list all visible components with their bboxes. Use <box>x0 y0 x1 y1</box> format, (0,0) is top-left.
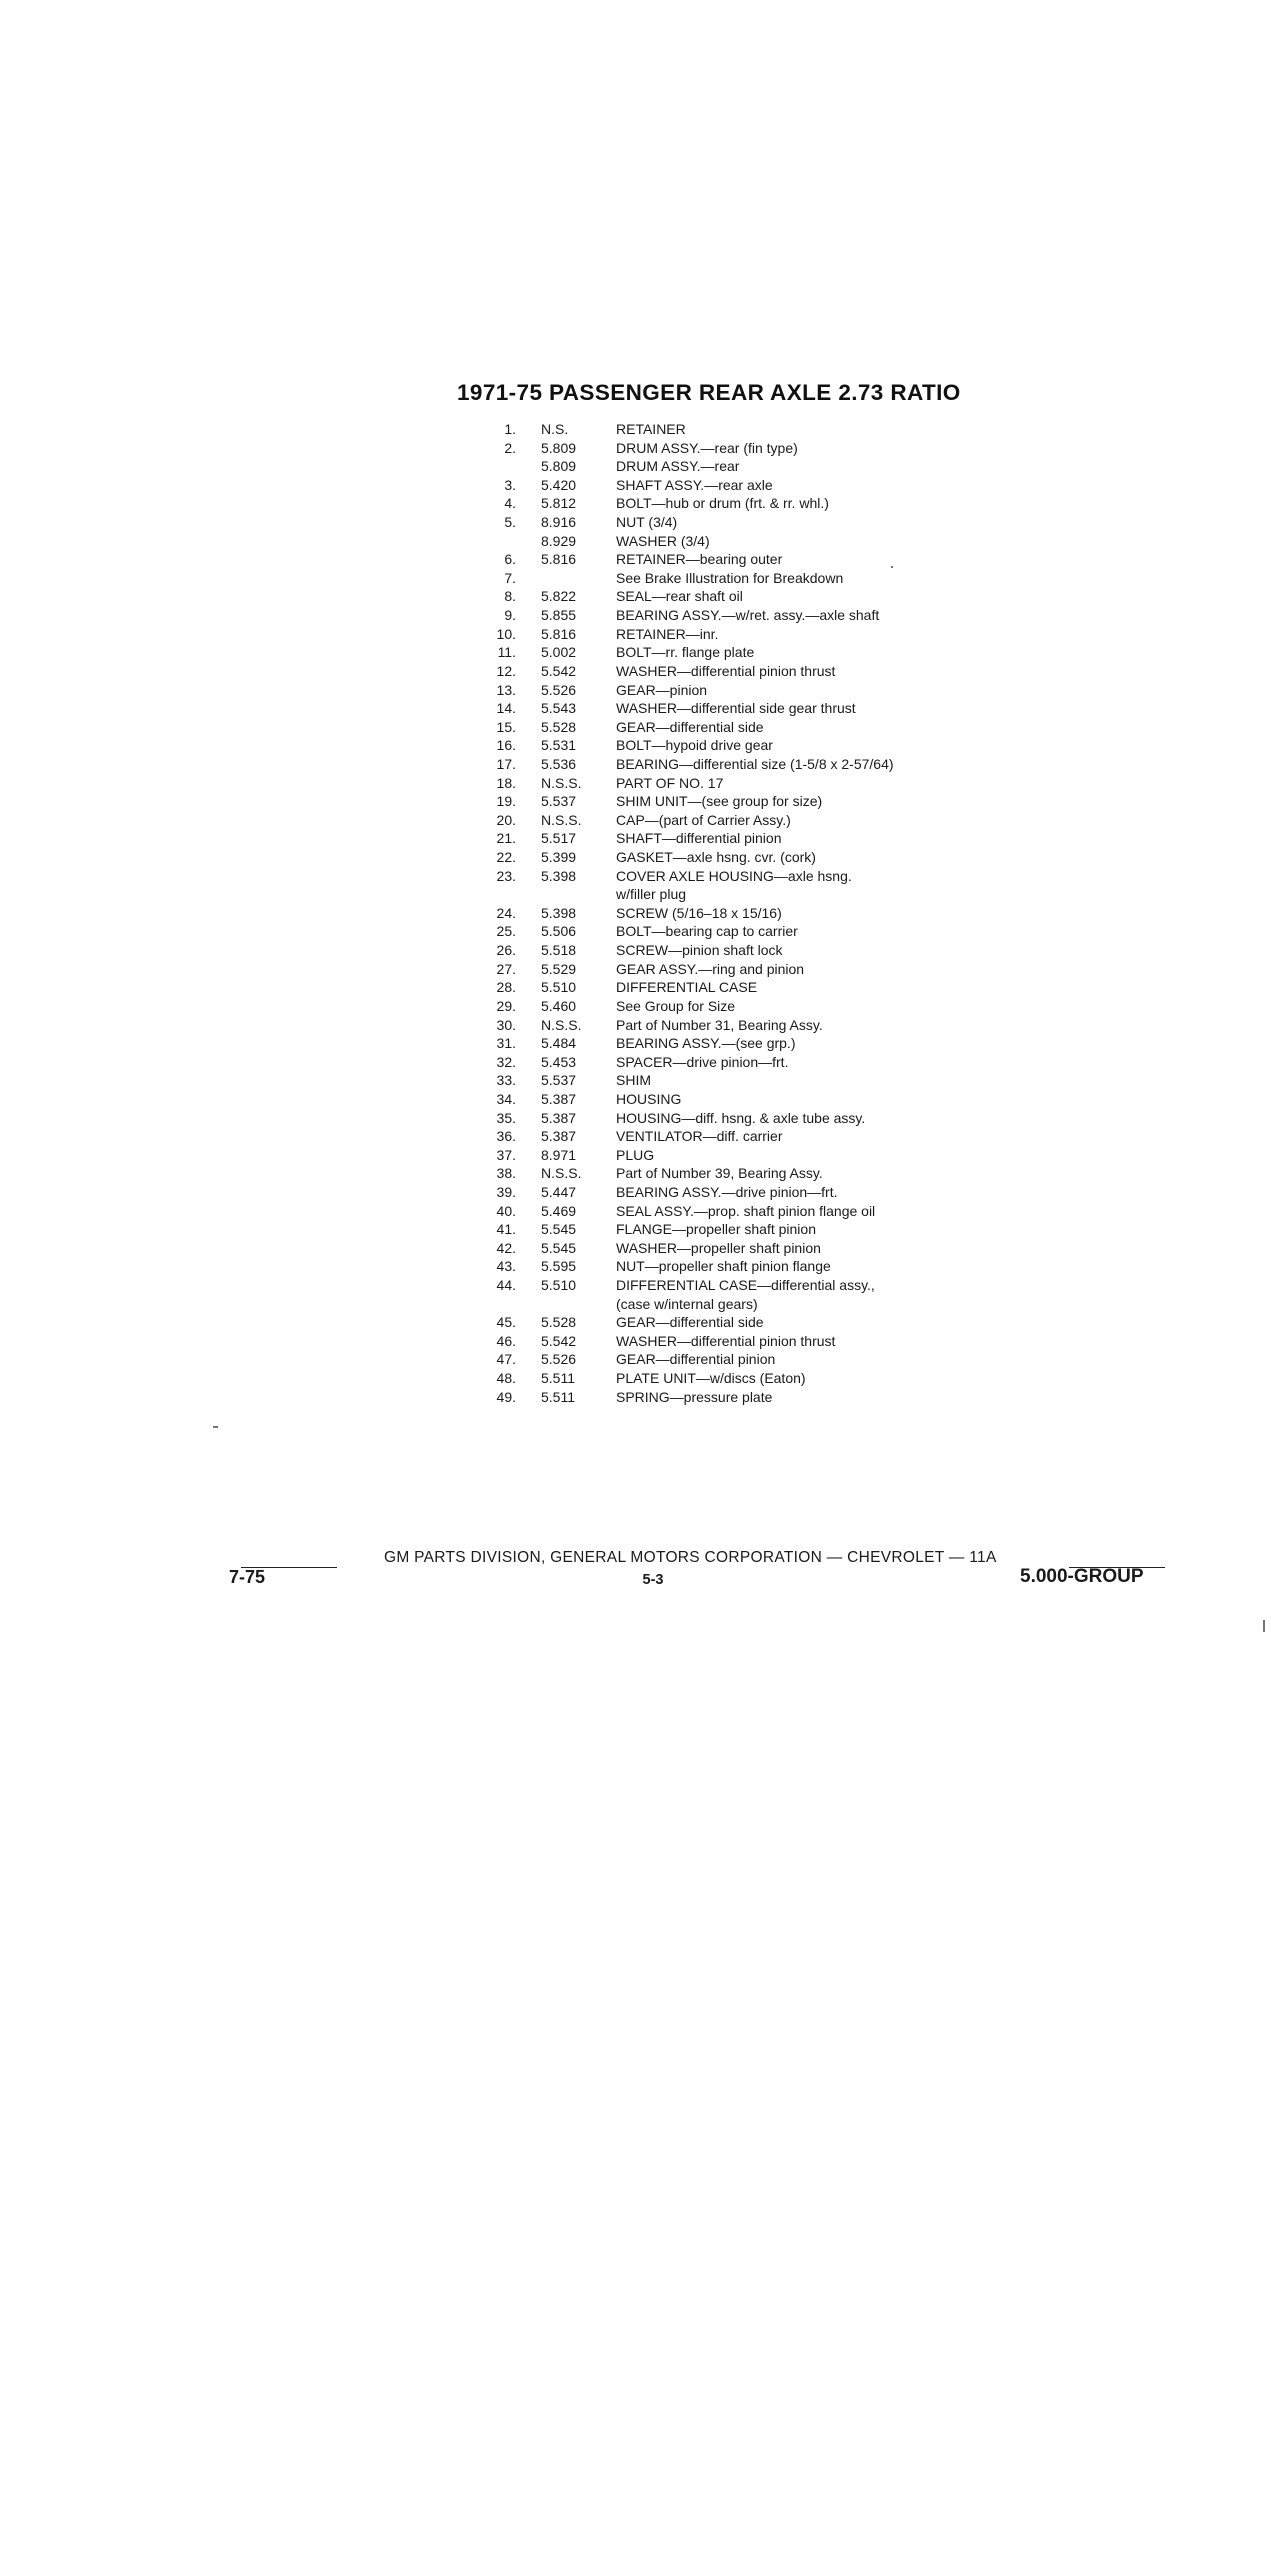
part-number: 38. <box>496 1165 516 1182</box>
part-number: 32. <box>496 1053 516 1070</box>
part-number: 2. <box>504 439 516 456</box>
part-description: SHAFT—differential pinion <box>616 830 782 847</box>
part-group-number: 5.543 <box>541 700 577 717</box>
part-row <box>0 606 1271 625</box>
part-group-number: 5.447 <box>541 1183 577 1200</box>
part-row <box>0 1109 1271 1128</box>
part-description: FLANGE—propeller shaft pinion <box>616 1221 816 1238</box>
part-row <box>0 1257 1271 1276</box>
part-description: GEAR ASSY.—ring and pinion <box>616 960 805 977</box>
part-number: 23. <box>496 867 516 884</box>
part-number: 48. <box>496 1370 516 1387</box>
part-number: 37. <box>496 1146 516 1163</box>
part-description: See Brake Illustration for Breakdown <box>616 569 844 586</box>
part-description: CAP—(part of Carrier Assy.) <box>616 811 791 828</box>
part-row <box>0 941 1271 960</box>
part-number: 15. <box>496 718 516 735</box>
part-row <box>0 792 1271 811</box>
part-group-number: 8.916 <box>541 514 577 531</box>
part-number: 40. <box>496 1202 516 1219</box>
part-number: 8. <box>504 588 516 605</box>
part-row <box>0 420 1271 439</box>
part-group-number: N.S.S. <box>541 1165 582 1182</box>
part-number: 31. <box>496 1035 516 1052</box>
part-row <box>0 1183 1271 1202</box>
part-row <box>0 1388 1271 1407</box>
part-row <box>0 718 1271 737</box>
part-group-number: 5.387 <box>541 1109 577 1126</box>
part-description: SCREW—pinion shaft lock <box>616 942 783 959</box>
part-description: RETAINER <box>616 421 686 437</box>
part-description: Part of Number 31, Bearing Assy. <box>616 1016 823 1033</box>
part-number: 17. <box>496 755 516 772</box>
part-group-number: 5.529 <box>541 960 577 977</box>
part-description: SHAFT ASSY.—rear axle <box>616 476 773 493</box>
part-row <box>0 885 1271 904</box>
part-description: BOLT—hub or drum (frt. & rr. whl.) <box>616 495 829 512</box>
part-row <box>0 476 1271 495</box>
part-group-number: 5.517 <box>541 830 577 847</box>
part-description: RETAINER—inr. <box>616 625 719 642</box>
part-group-number: 8.971 <box>541 1146 577 1163</box>
part-number: 14. <box>496 700 516 717</box>
part-number: 21. <box>496 830 516 847</box>
part-group-number: 5.398 <box>541 867 577 884</box>
part-number: 11. <box>497 644 516 661</box>
part-group-number: 5.545 <box>541 1239 577 1256</box>
part-row <box>0 1090 1271 1109</box>
part-group-number: 5.809 <box>541 458 577 475</box>
part-description: SPACER—drive pinion—frt. <box>616 1053 789 1070</box>
part-description: GEAR—pinion <box>616 681 708 698</box>
part-number: 3. <box>504 476 516 493</box>
part-number: 7. <box>504 569 516 586</box>
part-group-number: 5.453 <box>541 1053 577 1070</box>
part-description: RETAINER—bearing outer <box>616 551 783 568</box>
part-description: VENTILATOR—diff. carrier <box>616 1128 783 1145</box>
part-group-number: 5.816 <box>541 625 577 642</box>
part-description: w/filler plug <box>616 886 687 903</box>
part-group-number: 5.531 <box>541 737 577 754</box>
part-group-number: 5.537 <box>541 793 577 810</box>
part-description: BOLT—bearing cap to carrier <box>616 923 798 940</box>
part-number: 27. <box>496 960 516 977</box>
footer-group-label: 5.000-GROUP <box>1020 1566 1144 1587</box>
part-group-number: 5.816 <box>541 551 577 568</box>
part-row <box>0 532 1271 551</box>
part-description: SPRING—pressure plate <box>616 1388 773 1405</box>
part-group-number: 5.511 <box>541 1370 575 1387</box>
part-number: 35. <box>496 1109 516 1126</box>
part-number: 45. <box>496 1314 516 1331</box>
part-row <box>0 699 1271 718</box>
part-number: 34. <box>496 1090 516 1107</box>
part-number: 13. <box>496 681 516 698</box>
part-group-number: 5.002 <box>541 644 577 661</box>
part-group-number: 5.595 <box>541 1258 577 1275</box>
part-number: 47. <box>496 1351 516 1368</box>
part-group-number: 5.536 <box>541 755 577 772</box>
part-group-number: N.S.S. <box>541 774 582 791</box>
part-row <box>0 681 1271 700</box>
part-number: 46. <box>496 1332 516 1349</box>
part-group-number: 5.545 <box>541 1221 577 1238</box>
part-group-number: 5.484 <box>541 1035 577 1052</box>
part-description: PLUG <box>616 1146 655 1163</box>
part-group-number: 5.398 <box>541 904 577 921</box>
part-number: 30. <box>496 1016 516 1033</box>
part-description: NUT—propeller shaft pinion flange <box>616 1258 831 1275</box>
part-group-number: N.S.S. <box>541 811 582 828</box>
part-number: 25. <box>496 923 516 940</box>
part-group-number: 5.387 <box>541 1090 577 1107</box>
part-description: DIFFERENTIAL CASE <box>616 979 758 996</box>
part-group-number: 5.528 <box>541 718 577 735</box>
part-group-number: 5.387 <box>541 1128 577 1145</box>
part-number: 42. <box>496 1239 516 1256</box>
parts-list <box>0 420 1271 1406</box>
part-row <box>0 662 1271 681</box>
part-row <box>0 513 1271 532</box>
scan-speck <box>891 566 893 568</box>
part-group-number: 5.809 <box>541 439 577 456</box>
footer-page-number: 5-3 <box>642 1572 664 1588</box>
part-description: SEAL ASSY.—prop. shaft pinion flange oil <box>616 1202 876 1219</box>
part-description: SCREW (5/16–18 x 15/16) <box>616 904 782 921</box>
part-number: 24. <box>496 904 516 921</box>
part-number: 18. <box>496 774 516 791</box>
part-number: 41. <box>496 1221 516 1238</box>
part-row <box>0 587 1271 606</box>
part-number: 44. <box>496 1277 516 1294</box>
part-number: 9. <box>504 607 516 624</box>
part-description: See Group for Size <box>616 997 736 1014</box>
part-number: 28. <box>496 979 516 996</box>
part-description: SHIM <box>616 1072 651 1089</box>
part-description: BEARING ASSY.—drive pinion—frt. <box>616 1183 838 1200</box>
scan-speck <box>213 1426 218 1428</box>
part-row <box>0 1220 1271 1239</box>
part-group-number: 5.812 <box>541 495 577 512</box>
part-number: 36. <box>496 1128 516 1145</box>
part-number: 6. <box>504 551 516 568</box>
part-group-number: 5.518 <box>541 942 577 959</box>
part-description: DRUM ASSY.—rear (fin type) <box>616 439 798 456</box>
part-number: 16. <box>496 737 516 754</box>
footer-corporation: GM PARTS DIVISION, GENERAL MOTORS CORPORATION — CHEVROLET — 11A <box>384 1549 997 1566</box>
part-description: SEAL—rear shaft oil <box>616 588 743 605</box>
part-row <box>0 550 1271 569</box>
part-group-number: 5.510 <box>541 1277 577 1294</box>
page-title: 1971-75 PASSENGER REAR AXLE 2.73 RATIO <box>457 380 961 405</box>
part-group-number: 5.542 <box>541 662 577 679</box>
part-group-number: 5.526 <box>541 1351 577 1368</box>
part-row <box>0 1369 1271 1388</box>
part-row <box>0 1239 1271 1258</box>
part-row <box>0 1146 1271 1165</box>
part-group-number: 5.510 <box>541 979 577 996</box>
part-description: SHIM UNIT—(see group for size) <box>616 793 823 810</box>
part-row <box>0 1016 1271 1035</box>
part-description: BOLT—hypoid drive gear <box>616 737 773 754</box>
part-description: WASHER—differential pinion thrust <box>616 662 836 679</box>
part-group-number: 5.537 <box>541 1072 577 1089</box>
part-row <box>0 922 1271 941</box>
part-group-number: 5.511 <box>541 1388 575 1405</box>
part-row <box>0 829 1271 848</box>
part-group-number: 5.528 <box>541 1314 577 1331</box>
part-description: COVER AXLE HOUSING—axle hsng. <box>616 867 852 884</box>
part-row <box>0 1276 1271 1295</box>
part-group-number: 5.542 <box>541 1332 577 1349</box>
scan-speck <box>1263 1620 1265 1632</box>
part-row <box>0 643 1271 662</box>
part-group-number: 5.399 <box>541 849 577 866</box>
part-description: PART OF NO. 17 <box>616 774 724 791</box>
part-row <box>0 1127 1271 1146</box>
part-group-number: 5.460 <box>541 997 577 1014</box>
part-description: BEARING ASSY.—w/ret. assy.—axle shaft <box>616 607 880 624</box>
part-description: GEAR—differential side <box>616 1314 764 1331</box>
part-description: DIFFERENTIAL CASE—differential assy., <box>616 1277 875 1294</box>
part-description: BEARING—differential size (1-5/8 x 2-57/64) <box>616 755 894 772</box>
part-description: WASHER (3/4) <box>616 532 710 549</box>
part-description: WASHER—differential pinion thrust <box>616 1332 836 1349</box>
part-number: 20. <box>496 811 516 828</box>
part-number: 39. <box>496 1183 516 1200</box>
part-group-number: 5.526 <box>541 681 577 698</box>
part-group-number: 5.469 <box>541 1202 577 1219</box>
part-row <box>0 457 1271 476</box>
part-number: 4. <box>504 495 516 512</box>
part-row <box>0 848 1271 867</box>
part-number: 33. <box>496 1072 516 1089</box>
part-row <box>0 1053 1271 1072</box>
part-row <box>0 569 1271 588</box>
part-row <box>0 1071 1271 1090</box>
part-description: HOUSING—diff. hsng. & axle tube assy. <box>616 1109 866 1126</box>
part-description: Part of Number 39, Bearing Assy. <box>616 1165 823 1182</box>
part-number: 26. <box>496 942 516 959</box>
part-group-number: N.S. <box>541 421 569 437</box>
part-row <box>0 904 1271 923</box>
part-group-number: 5.420 <box>541 476 577 493</box>
part-row <box>0 755 1271 774</box>
part-description: DRUM ASSY.—rear <box>616 458 740 475</box>
part-number: 5. <box>504 514 516 531</box>
part-description: PLATE UNIT—w/discs (Eaton) <box>616 1370 806 1387</box>
part-row <box>0 1202 1271 1221</box>
part-number: 10. <box>496 625 516 642</box>
part-number: 19. <box>496 793 516 810</box>
part-row <box>0 1295 1271 1314</box>
part-number: 12. <box>496 662 516 679</box>
part-row <box>0 978 1271 997</box>
part-group-number: 5.855 <box>541 607 577 624</box>
part-row <box>0 1164 1271 1183</box>
part-description: WASHER—propeller shaft pinion <box>616 1239 821 1256</box>
part-row <box>0 1034 1271 1053</box>
part-description: WASHER—differential side gear thrust <box>616 700 856 717</box>
part-row <box>0 1313 1271 1332</box>
part-description: (case w/internal gears) <box>616 1295 758 1312</box>
part-row <box>0 1350 1271 1369</box>
part-description: GEAR—differential side <box>616 718 764 735</box>
part-description: GASKET—axle hsng. cvr. (cork) <box>616 849 816 866</box>
part-description: NUT (3/4) <box>616 514 678 531</box>
part-group-number: N.S.S. <box>541 1016 582 1033</box>
part-number: 43. <box>496 1258 516 1275</box>
part-description: BEARING ASSY.—(see grp.) <box>616 1035 796 1052</box>
part-group-number: 5.822 <box>541 588 577 605</box>
part-number: 22. <box>496 849 516 866</box>
part-description: GEAR—differential pinion <box>616 1351 776 1368</box>
part-description: HOUSING <box>616 1090 682 1107</box>
part-row <box>0 867 1271 886</box>
part-number: 1. <box>504 421 516 437</box>
part-row <box>0 997 1271 1016</box>
part-group-number: 8.929 <box>541 532 577 549</box>
footer-date: 7-75 <box>229 1567 266 1587</box>
part-number: 49. <box>496 1388 516 1405</box>
part-group-number: 5.506 <box>541 923 577 940</box>
part-row <box>0 439 1271 458</box>
part-row <box>0 960 1271 979</box>
part-row <box>0 494 1271 513</box>
part-row <box>0 811 1271 830</box>
part-row <box>0 625 1271 644</box>
part-number: 29. <box>496 997 516 1014</box>
part-description: BOLT—rr. flange plate <box>616 644 755 661</box>
part-row <box>0 1332 1271 1351</box>
part-row <box>0 736 1271 755</box>
part-row <box>0 774 1271 793</box>
